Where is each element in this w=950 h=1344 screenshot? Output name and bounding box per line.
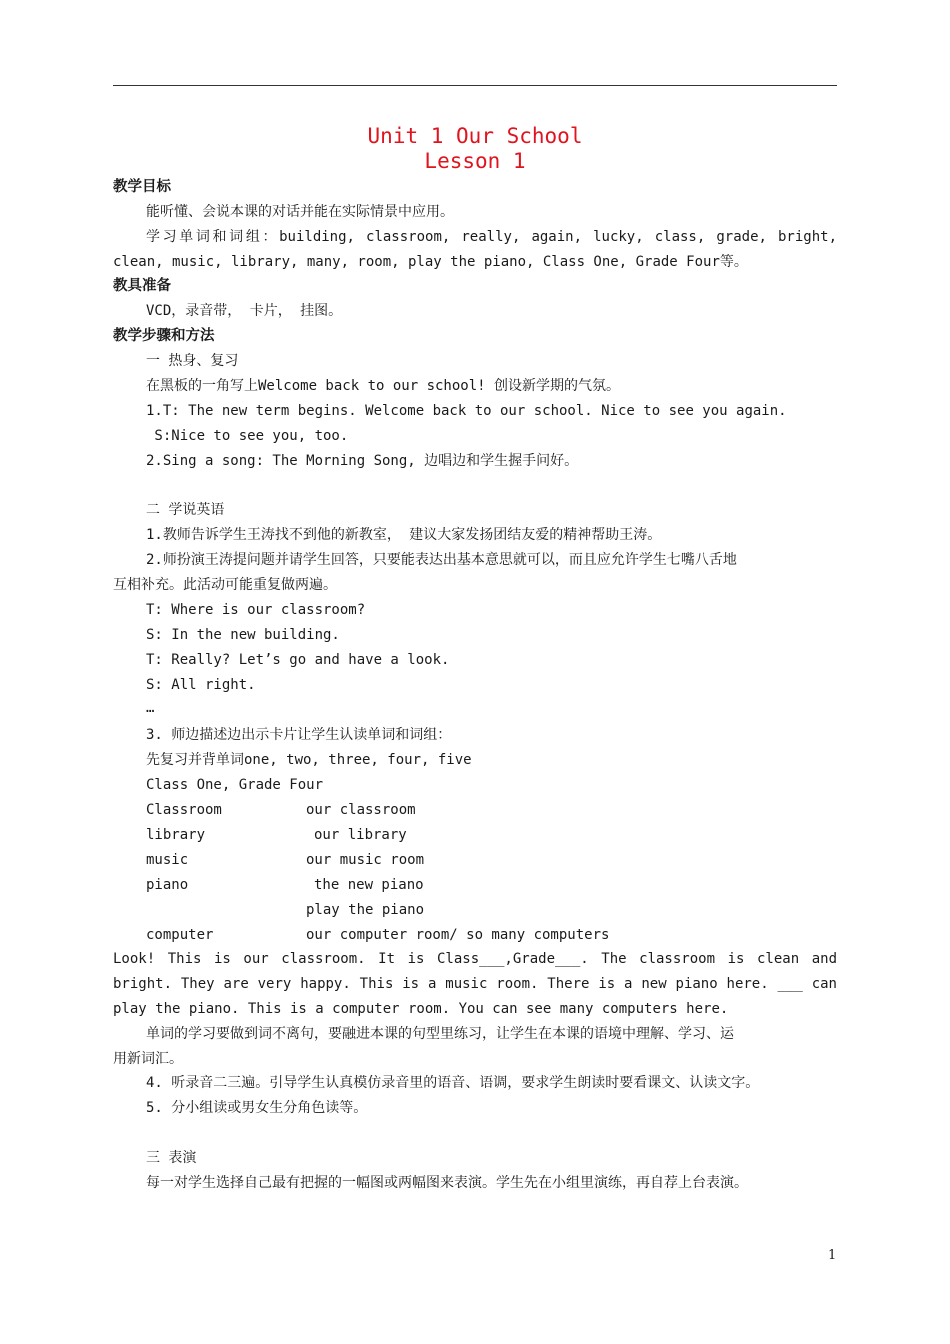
dialogue-line: 1.T: The new term begins. Welcome back to our school. Nice to see you again. <box>146 403 787 419</box>
section-heading: 教学步骤和方法 <box>113 328 215 344</box>
dialogue-line: T: Where is our classroom? <box>146 602 366 618</box>
vocab-word: music <box>146 852 189 868</box>
paragraph-line: 互相补充。此活动可能重复做两遍。 <box>113 577 337 593</box>
vocab-line: Class One, Grade Four <box>146 777 324 793</box>
paragraph-line: bright. They are very happy. This is a music room. There is a new piano here. ___ can <box>113 976 837 992</box>
paragraph-line: 4. 听录音二三遍。引导学生认真模仿录音里的语音、语调，要求学生朗读时要看课文、认读文字。 <box>146 1075 760 1091</box>
vocab-phrase: our classroom <box>306 802 416 818</box>
paragraph-line: 5. 分小组读或男女生分角色读等。 <box>146 1100 368 1116</box>
paragraph-line: 学习单词和词组：building, classroom, really, again, lucky, class, grade, bright, <box>146 229 837 245</box>
dialogue-line: T: Really? Let’s go and have a look. <box>146 652 450 668</box>
vocab-phrase: our music room <box>306 852 425 868</box>
section-heading: 教具准备 <box>113 278 171 294</box>
ellipsis: … <box>146 700 155 716</box>
paragraph-line: 2.Sing a song: The Morning Song, 边唱边和学生握手问好。 <box>146 453 579 469</box>
vocab-phrase: our computer room/ so many computers <box>306 927 610 943</box>
subsection-heading: 三 表演 <box>146 1150 197 1166</box>
paragraph-line: Look! This is our classroom. It is Class___,Grade___. The classroom is clean and <box>113 951 837 967</box>
vocab-word: Classroom <box>146 802 222 818</box>
dialogue-line: S: All right. <box>146 677 256 693</box>
paragraph-line: VCD，录音带， 卡片， 挂图。 <box>146 303 343 319</box>
paragraph-line: 单词的学习要做到词不离句，要融进本课的句型里练习，让学生在本课的语境中理解、学习、运 <box>146 1026 734 1042</box>
header-rule <box>113 85 837 86</box>
paragraph-line: 能听懂、会说本课的对话并能在实际情景中应用。 <box>146 204 454 220</box>
lesson-title: Lesson 1 <box>424 149 526 173</box>
vocab-phrase: the new piano <box>314 877 424 893</box>
dialogue-line: S:Nice to see you, too. <box>146 428 349 444</box>
paragraph-line: 2.师扮演王涛提问题并请学生回答，只要能表达出基本意思就可以，而且应允许学生七嘴八舌地 <box>146 552 737 568</box>
subsection-heading: 一 热身、复习 <box>146 353 239 369</box>
paragraph-line: 每一对学生选择自己最有把握的一幅图或两幅图来表演。学生先在小组里演练，再自荐上台表演。 <box>146 1175 748 1191</box>
paragraph-line: play the piano. This is a computer room. You can see many computers here. <box>113 1001 729 1017</box>
vocab-word: computer <box>146 927 214 943</box>
vocab-phrase: our library <box>314 827 407 843</box>
paragraph-line: 先复习并背单词one, two, three, four, five <box>146 752 472 768</box>
vocab-word: library <box>146 827 206 843</box>
dialogue-line: S: In the new building. <box>146 627 340 643</box>
section-heading: 教学目标 <box>113 179 171 195</box>
paragraph-line: 用新词汇。 <box>113 1051 183 1067</box>
vocab-phrase: play the piano <box>306 902 425 918</box>
paragraph-line: clean, music, library, many, room, play the piano, Class One, Grade Four等。 <box>113 254 748 270</box>
paragraph-line: 3. 师边描述边出示卡片让学生认读单词和词组： <box>146 727 452 743</box>
subsection-heading: 二 学说英语 <box>146 502 225 518</box>
page-number: 1 <box>828 1248 837 1263</box>
paragraph-line: 1.教师告诉学生王涛找不到他的新教室， 建议大家发扬团结友爱的精神帮助王涛。 <box>146 527 662 543</box>
unit-title: Unit 1 Our School <box>367 124 583 148</box>
vocab-word: piano <box>146 877 189 893</box>
paragraph-line: 在黑板的一角写上Welcome back to our school! 创设新学期的气氛。 <box>146 378 621 394</box>
